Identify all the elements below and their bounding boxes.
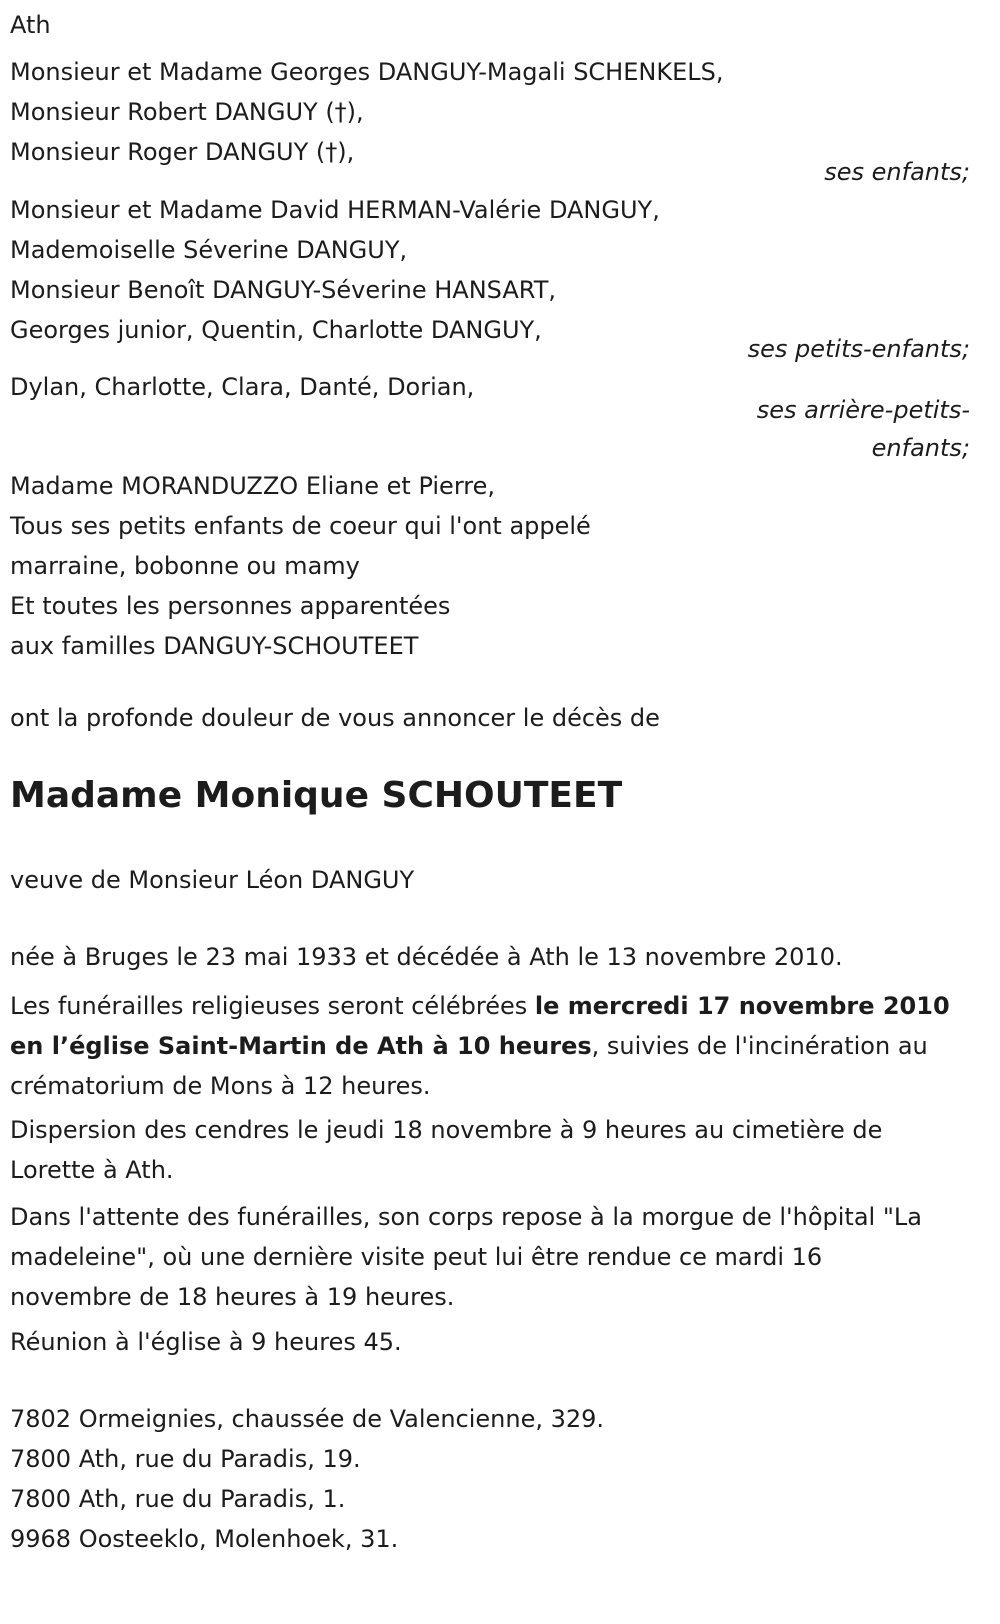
dispersion-details: Dispersion des cendres le jeudi 18 novembre à 9 heures au cimetière de Lorette à Ath. [10,1116,883,1184]
great-grandchildren-label-2: enfants; [871,434,970,462]
grandchildren-label: ses petits-enfants; [747,335,970,363]
children-line: Monsieur Roger DANGUY (†), [10,138,355,166]
funeral-details [10,986,950,1106]
addresses-block [10,1399,970,1559]
others-line: Madame MORANDUZZO Eliane et Pierre, [10,472,496,500]
grandchildren-line: Mademoiselle Séverine DANGUY, [10,236,408,264]
grandchildren-line: Monsieur et Madame David HERMAN-Valérie DANGUY, [10,196,660,224]
children-line: Monsieur Robert DANGUY (†), [10,98,364,126]
others-line: Tous ses petits enfants de coeur qui l'ont appelé [10,512,591,540]
widow-of: veuve de Monsieur Léon DANGUY [10,866,415,894]
grandchildren-line: Georges junior, Quentin, Charlotte DANGUY, [10,316,542,344]
location-header: Ath [10,11,51,39]
deceased-name: Madame Monique SCHOUTEET [10,775,623,816]
great-grandchildren-label-1: ses arrière-petits- [756,396,970,424]
birth-death-dates: née à Bruges le 23 mai 1933 et décédée à Ath le 13 novembre 2010. [10,943,843,971]
address-line: 7800 Ath, rue du Paradis, 1. [10,1485,346,1513]
address-line: 7800 Ath, rue du Paradis, 19. [10,1445,361,1473]
others-block [10,466,970,666]
reunion-details: Réunion à l'église à 9 heures 45. [10,1328,402,1356]
others-line: marraine, bobonne ou mamy [10,552,360,580]
children-label: ses enfants; [824,158,970,186]
funeral-rest: , suivies de l'incinération au crématorium de Mons à 12 heures. [10,1032,928,1100]
others-line: Et toutes les personnes apparentées [10,592,451,620]
address-line: 7802 Ormeignies, chaussée de Valencienne, 329. [10,1405,605,1433]
address-line: 9968 Oosteeklo, Molenhoek, 31. [10,1525,399,1553]
grandchildren-line: Monsieur Benoît DANGUY-Séverine HANSART, [10,276,556,304]
grandchildren-block [10,190,970,350]
children-line: Monsieur et Madame Georges DANGUY-Magali SCHENKELS, [10,58,724,86]
visitation-details: Dans l'attente des funérailles, son corps repose à la morgue de l'hôpital "La madeleine", où une dernière visite peut lui être rendue ce mardi 16 novembre de 18 heures à 19 heures. [10,1203,922,1311]
funeral-intro: Les funérailles religieuses seront célébrées [10,992,535,1020]
announcement-text: ont la profonde douleur de vous annoncer le décès de [10,704,660,732]
great-grandchildren-line: Dylan, Charlotte, Clara, Danté, Dorian, [10,373,475,401]
others-line: aux familles DANGUY-SCHOUTEET [10,632,419,660]
funeral-date-location: le mercredi 17 novembre 2010 en l’église Saint-Martin de Ath à 10 heures [10,992,950,1060]
